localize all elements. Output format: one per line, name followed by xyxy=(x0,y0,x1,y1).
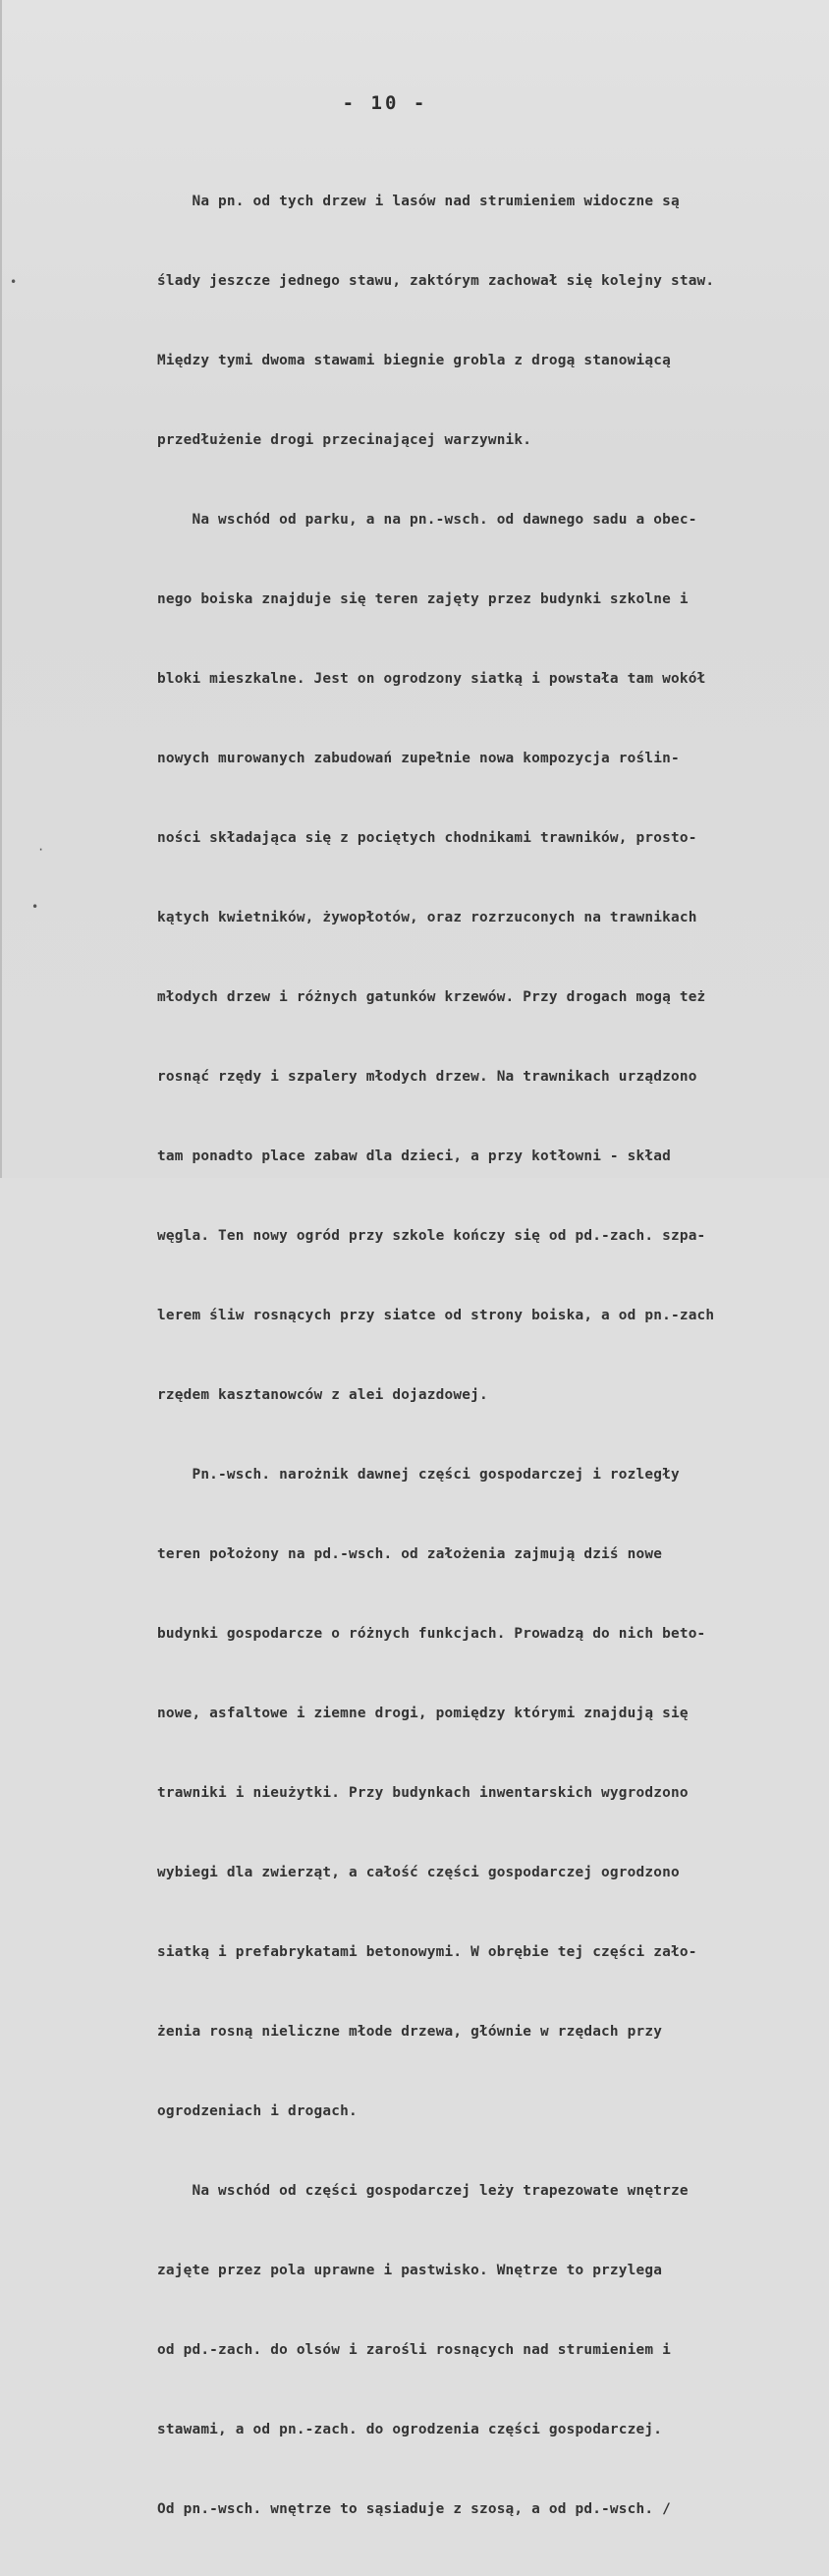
text-line: bloki mieszkalne. Jest on ogrodzony siatką i powstała tam wokół xyxy=(157,671,706,687)
text-line: siatką i prefabrykatami betonowymi. W obrębie tej części zało- xyxy=(157,1944,697,1960)
text-line: zajęte przez pola uprawne i pastwisko. Wnętrze to przylega xyxy=(157,2263,663,2278)
text-line: teren położony na pd.-wsch. od założenia zajmują dziś nowe xyxy=(157,1546,663,1562)
text-line: ogrodzeniach i drogach. xyxy=(157,2103,358,2119)
text-line: Na wschód od części gospodarczej leży trapezowate wnętrze xyxy=(157,2183,689,2199)
text-line: lerem śliw rosnących przy siatce od strony boiska, a od pn.-zach xyxy=(157,1308,715,1323)
text-line: tam ponadto place zabaw dla dzieci, a przy kotłowni - skład xyxy=(157,1148,671,1164)
text-line: nego boiska znajduje się teren zajęty przez budynki szkolne i xyxy=(157,591,689,607)
text-line: młodych drzew i różnych gatunków krzewów. Przy drogach mogą też xyxy=(157,989,706,1005)
text-line: Na pn. od tych drzew i lasów nad strumieniem widoczne są xyxy=(157,194,680,209)
text-line: rzędem kasztanowców z alei dojazdowej. xyxy=(157,1387,488,1403)
text-line: trawniki i nieużytki. Przy budynkach inwentarskich wygrodzono xyxy=(157,1785,689,1801)
text-line: budynki gospodarcze o różnych funkcjach. Prowadzą do nich beto- xyxy=(157,1626,706,1642)
text-line: rosnąć rzędy i szpalery młodych drzew. Na trawnikach urządzono xyxy=(157,1069,697,1085)
text-line: stawami, a od pn.-zach. do ogrodzenia części gospodarczej. xyxy=(157,2422,663,2437)
text-line: węgla. Ten nowy ogród przy szkole kończy się od pd.-zach. szpa- xyxy=(157,1228,706,1244)
page-number: - 10 - xyxy=(342,92,428,114)
text-line: Na wschód od parku, a na pn.-wsch. od dawnego sadu a obec- xyxy=(157,512,697,528)
margin-mark: · xyxy=(37,843,45,857)
text-line: nowe, asfaltowe i ziemne drogi, pomiędzy którymi znajdują się xyxy=(157,1706,689,1721)
text-line: przedłużenie drogi przecinającej warzywnik. xyxy=(157,432,532,448)
text-line: żenia rosną nieliczne młode drzewa, głównie w rzędach przy xyxy=(157,2024,663,2040)
text-line: ślady jeszcze jednego stawu, zaktórym zachował się kolejny staw. xyxy=(157,273,715,289)
text-line: wybiegi dla zwierząt, a całość części gospodarczej ogrodzono xyxy=(157,1865,680,1880)
text-line: Między tymi dwoma stawami biegnie grobla z drogą stanowiącą xyxy=(157,353,671,368)
margin-mark: • xyxy=(10,275,18,289)
body-text xyxy=(157,136,805,2576)
text-line: ności składająca się z pociętych chodnikami trawników, prosto- xyxy=(157,830,697,846)
text-line: Od pn.-wsch. wnętrze to sąsiaduje z szosą, a od pd.-wsch. / xyxy=(157,2501,671,2517)
text-line: nowych murowanych zabudowań zupełnie nowa kompozycja roślin- xyxy=(157,751,680,766)
text-line: Pn.-wsch. narożnik dawnej części gospodarczej i rozległy xyxy=(157,1467,680,1483)
text-line: kątych kwietników, żywopłotów, oraz rozrzuconych na trawnikach xyxy=(157,910,697,925)
text-line: od pd.-zach. do olsów i zarośli rosnących nad strumieniem i xyxy=(157,2342,671,2358)
margin-mark: • xyxy=(31,900,39,914)
